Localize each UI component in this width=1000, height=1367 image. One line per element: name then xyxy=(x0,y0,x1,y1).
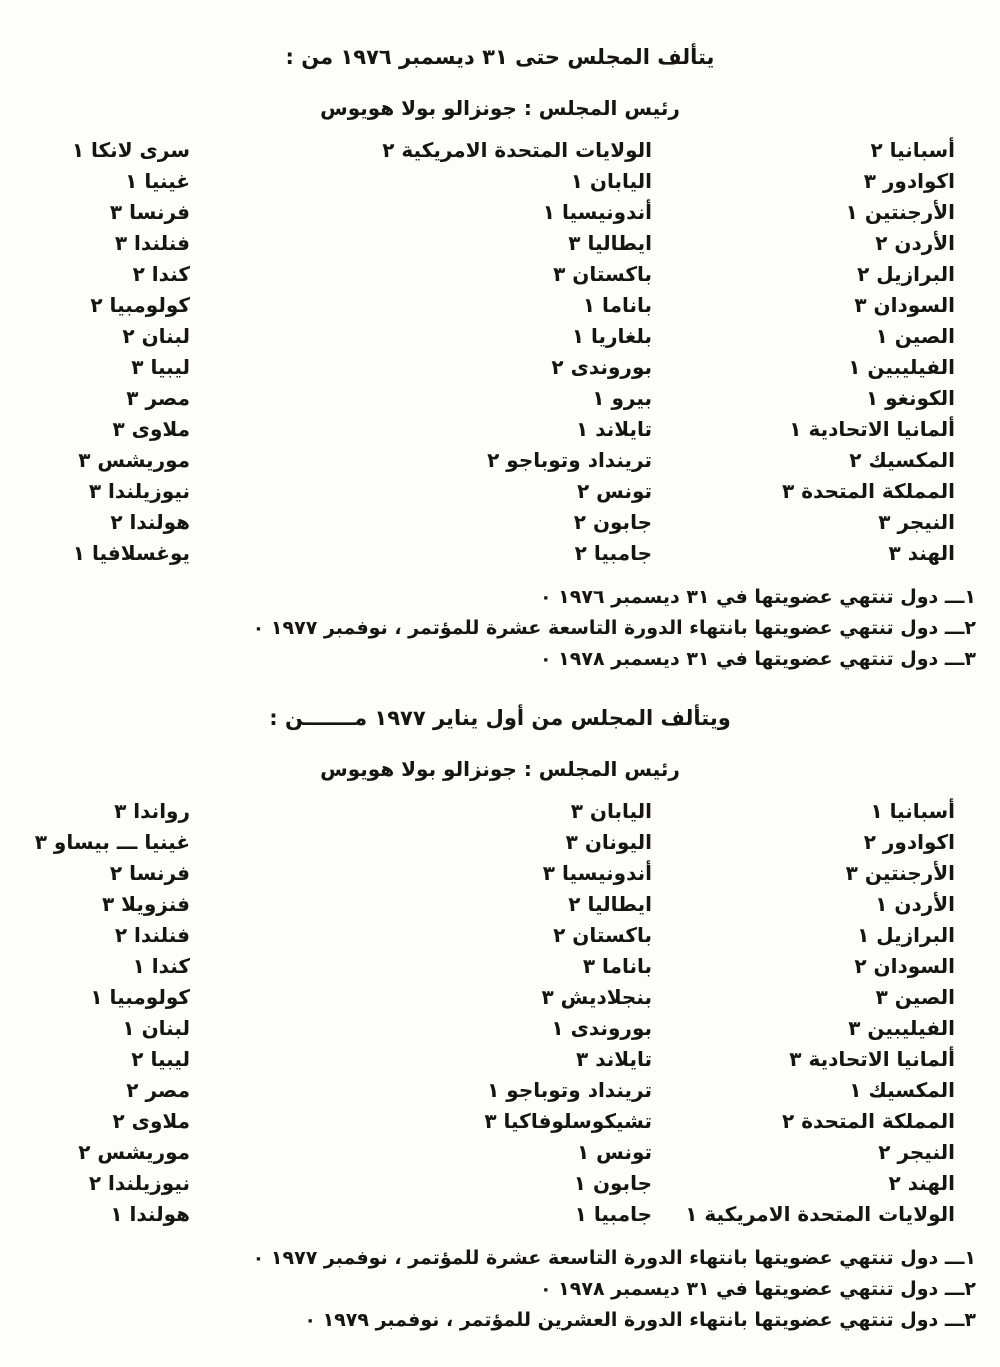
member-country: النيجر ٣ xyxy=(878,510,955,534)
member-country: الأرجنتين ١ xyxy=(845,200,955,224)
member-country: تشيكوسلوفاكيا ٣ xyxy=(484,1109,652,1133)
member-country: ايطاليا ٢ xyxy=(568,892,652,916)
member-country: اليونان ٣ xyxy=(565,830,652,854)
member-country: البرازيل ١ xyxy=(857,923,955,947)
member-country: أسبانيا ١ xyxy=(870,799,955,823)
member-country: جابون ١ xyxy=(573,1171,652,1195)
member-country: الفيليبين ١ xyxy=(848,355,955,379)
member-country: المكسيك ١ xyxy=(849,1078,955,1102)
member-country: بيرو ١ xyxy=(592,386,652,410)
member-country: لبنان ١ xyxy=(122,1016,190,1040)
council-president-line: رئيس المجلس : جونزالو بولا هويوس xyxy=(320,757,680,781)
member-country: ألمانيا الاتحادية ١ xyxy=(789,417,955,441)
member-country: جامبيا ١ xyxy=(574,1202,652,1226)
member-country: كندا ٢ xyxy=(132,262,190,286)
member-country: النيجر ٢ xyxy=(878,1140,955,1164)
member-country: غينيا ١ xyxy=(125,169,190,193)
member-country: باناما ٣ xyxy=(582,954,652,978)
member-country: الهند ٢ xyxy=(888,1171,955,1195)
member-country: أندونيسيا ٣ xyxy=(542,861,652,885)
member-country: باناما ١ xyxy=(582,293,652,317)
footnote: ١ـــ دول تنتهي عضويتها بانتهاء الدورة التاسعة عشرة للمؤتمر ، نوفمبر ١٩٧٧ ٠ xyxy=(252,1247,976,1269)
member-country: جابون ٢ xyxy=(573,510,652,534)
member-country: السودان ٣ xyxy=(854,293,955,317)
member-country: ايطاليا ٣ xyxy=(568,231,652,255)
member-country: ألمانيا الاتحادية ٣ xyxy=(789,1047,955,1071)
member-country: الفيليبين ٣ xyxy=(848,1016,955,1040)
member-country: ليبيا ٢ xyxy=(131,1047,190,1071)
member-country: نيوزيلندا ٣ xyxy=(88,479,190,503)
member-country: تونس ١ xyxy=(576,1140,652,1164)
footnotes-1976 xyxy=(0,569,1000,675)
member-country: رواندا ٣ xyxy=(114,799,190,823)
member-country: البرازيل ٢ xyxy=(857,262,955,286)
footnote: ٣ـــ دول تنتهي عضويتها في ٣١ ديسمبر ١٩٧٨ ٠ xyxy=(539,648,976,670)
member-country: فنزويلا ٣ xyxy=(101,892,190,916)
member-country: اليابان ٣ xyxy=(570,799,652,823)
member-country: باكستان ٣ xyxy=(553,262,652,286)
member-country: ليبيا ٣ xyxy=(131,355,190,379)
member-country: الصين ١ xyxy=(875,324,955,348)
member-country: مصر ٣ xyxy=(126,386,190,410)
member-country: بنجلاديش ٣ xyxy=(541,985,652,1009)
member-country: موريشس ٣ xyxy=(78,448,190,472)
council-roster-1976-section xyxy=(0,0,1000,675)
member-country: نيوزيلندا ٢ xyxy=(88,1171,190,1195)
member-country: جامبيا ٢ xyxy=(574,541,652,565)
member-country: مصر ٢ xyxy=(126,1078,190,1102)
member-country: ملاوى ٣ xyxy=(112,417,190,441)
member-country: السودان ٢ xyxy=(854,954,955,978)
member-country: الولايات المتحدة الامريكية ٢ xyxy=(382,138,652,162)
member-country: فرنسا ٣ xyxy=(109,200,190,224)
member-country: المكسيك ٢ xyxy=(849,448,955,472)
member-country: ملاوى ٢ xyxy=(112,1109,190,1133)
member-country: كندا ١ xyxy=(132,954,190,978)
member-country: كولومبيا ٢ xyxy=(90,293,190,317)
member-country: المملكة المتحدة ٢ xyxy=(782,1109,955,1133)
member-country: ترينداد وتوباجو ١ xyxy=(487,1078,652,1102)
member-country: الأردن ١ xyxy=(875,892,955,916)
member-country: هولندا ٢ xyxy=(110,510,190,534)
member-country: فنلندا ٢ xyxy=(114,923,190,947)
council-president-line: رئيس المجلس : جونزالو بولا هويوس xyxy=(320,96,680,120)
member-country: أسبانيا ٢ xyxy=(870,138,955,162)
member-country: تايلاند ٣ xyxy=(576,1047,652,1071)
member-country: تايلاند ١ xyxy=(576,417,652,441)
member-country: الأردن ٢ xyxy=(875,231,955,255)
footnote: ٢ـــ دول تنتهي عضويتها بانتهاء الدورة التاسعة عشرة للمؤتمر ، نوفمبر ١٩٧٧ ٠ xyxy=(252,617,976,639)
member-country: اكوادور ٢ xyxy=(863,830,955,854)
member-roster-1976 xyxy=(0,123,1000,569)
footnote: ٢ـــ دول تنتهي عضويتها في ٣١ ديسمبر ١٩٧٨ ٠ xyxy=(539,1278,976,1300)
footnotes-1977 xyxy=(0,1230,1000,1336)
member-country: الهند ٣ xyxy=(888,541,955,565)
member-country: يوغسلافيا ١ xyxy=(72,541,190,565)
member-country: تونس ٢ xyxy=(576,479,652,503)
member-country: هولندا ١ xyxy=(110,1202,190,1226)
member-country: المملكة المتحدة ٣ xyxy=(782,479,955,503)
member-roster-1977 xyxy=(0,784,1000,1230)
member-country: سرى لانكا ١ xyxy=(71,138,190,162)
footnote: ١ـــ دول تنتهي عضويتها في ٣١ ديسمبر ١٩٧٦ ٠ xyxy=(539,586,976,608)
council-roster-1977-section xyxy=(0,675,1000,1336)
member-country: الصين ٣ xyxy=(875,985,955,1009)
section-title: يتألف المجلس حتى ٣١ ديسمبر ١٩٧٦ من : xyxy=(285,45,715,69)
section-title: ويتألف المجلس من أول يناير ١٩٧٧ مـــــــن : xyxy=(269,706,731,730)
member-country: اليابان ١ xyxy=(570,169,652,193)
member-country: كولومبيا ١ xyxy=(90,985,190,1009)
footnote: ٣ـــ دول تنتهي عضويتها بانتهاء الدورة العشرين للمؤتمر ، نوفمبر ١٩٧٩ ٠ xyxy=(304,1309,976,1331)
member-country: باكستان ٢ xyxy=(553,923,652,947)
member-country: الكونغو ١ xyxy=(865,386,955,410)
member-country: بلغاريا ١ xyxy=(571,324,652,348)
member-country: موريشس ٢ xyxy=(78,1140,190,1164)
member-country: الأرجنتين ٣ xyxy=(845,861,955,885)
member-country: ترينداد وتوباجو ٢ xyxy=(487,448,652,472)
member-country: بوروندى ٢ xyxy=(551,355,652,379)
member-country: لبنان ٢ xyxy=(122,324,190,348)
member-country: فنلندا ٣ xyxy=(114,231,190,255)
member-country: فرنسا ٢ xyxy=(109,861,190,885)
member-country: أندونيسيا ١ xyxy=(542,200,652,224)
member-country: اكوادور ٣ xyxy=(863,169,955,193)
member-country: الولايات المتحدة الامريكية ١ xyxy=(685,1202,955,1226)
member-country: بوروندى ١ xyxy=(551,1016,652,1040)
member-country: غينيا ـــ بيساو ٣ xyxy=(34,830,190,854)
